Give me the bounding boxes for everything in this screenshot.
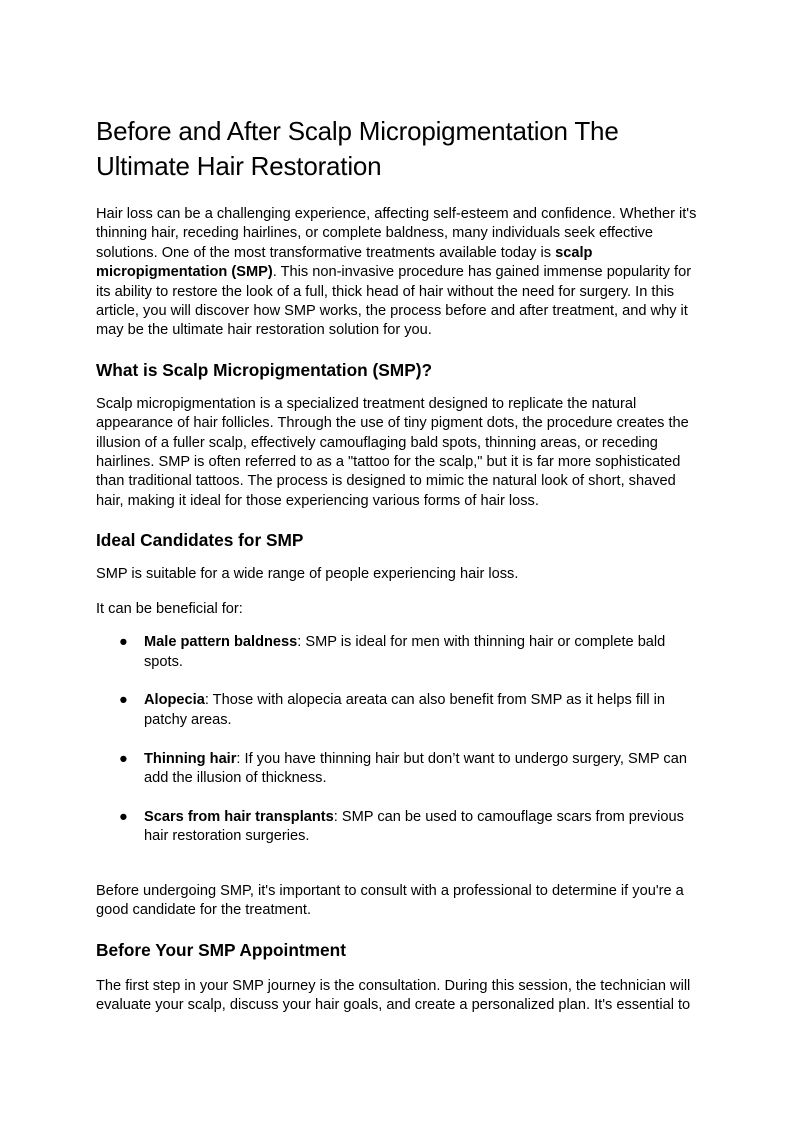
list-item-text: : SMP is ideal for men with thinning hair or complete bald spots. [144, 634, 666, 670]
what-is-paragraph: Scalp micropigmentation is a specialized treatment designed to replicate the natural appearance of hair follicles. Through the use of tiny pigment dots, the procedure creates the illusion of a fuller scalp, effectively camouflaging bald spots, thinning areas, or receding hairlines. SMP is often referred to as a "tattoo for the scalp," but it is far more sophisticated than traditional tattoos. The process is designed to mimic the natural look of short, shaved hair, making it ideal for those experiencing various forms of hair loss. [96, 395, 689, 509]
list-item-term: Alopecia [144, 692, 205, 709]
page-title: Before and After Scalp Micropigmentation The Ultimate Hair Restoration [96, 116, 619, 181]
bullet-icon: ● [119, 634, 128, 651]
list-item-term: Scars from hair transplants [144, 809, 334, 826]
list-item [96, 633, 706, 672]
intro-text-end: . This non-invasive procedure has gained immense popularity for its ability to restore the look of a full, thick head of hair without the need for surgery. In this article, you will discover how SMP works, the process before and after treatment, and why it may be the ultimate hair restoration solution for you. [96, 264, 692, 339]
consult-paragraph: Before undergoing SMP, it's important to consult with a professional to determine if you're a good candidate for the treatment. [96, 882, 684, 919]
before-appointment-paragraph: The first step in your SMP journey is the consultation. During this session, the technician will evaluate your scalp, discuss your hair goals, and create a personalized plan. It's essential to [96, 977, 691, 1014]
list-item-term: Thinning hair [144, 750, 237, 767]
intro-bold-term: scalp micropigmentation (SMP) [96, 244, 593, 281]
ideal-candidates-heading: Ideal Candidates for SMP [96, 530, 304, 551]
suitable-paragraph: SMP is suitable for a wide range of people experiencing hair loss. [96, 566, 519, 583]
intro-paragraph [96, 205, 706, 341]
list-item-term: Male pattern baldness [144, 634, 298, 651]
bullet-icon: ● [119, 809, 128, 826]
beneficial-paragraph: It can be beneficial for: [96, 600, 243, 617]
list-item-text: : If you have thinning hair but don’t want to undergo surgery, SMP can add the illusion of thickness. [144, 750, 687, 787]
before-appointment-heading: Before Your SMP Appointment [96, 939, 346, 960]
list-item-text: : SMP can be used to camouflage scars from previous hair restoration surgeries. [144, 809, 684, 845]
list-item-text: : Those with alopecia areata can also benefit from SMP as it helps fill in patchy areas. [144, 692, 666, 728]
list-item [96, 691, 706, 730]
document-page [96, 114, 706, 1015]
list-item [96, 750, 706, 789]
intro-text-start: Hair loss can be a challenging experience, affecting self-esteem and confidence. Whether it's thinning hair, receding hairlines, or complete baldness, many individuals seek effective solutions. One of the most transformative treatments available today is [96, 206, 697, 261]
bullet-icon: ● [119, 692, 128, 709]
list-item [96, 808, 706, 847]
what-is-heading: What is Scalp Micropigmentation (SMP)? [96, 359, 433, 380]
bullet-icon: ● [119, 750, 128, 767]
candidate-list [96, 633, 706, 847]
